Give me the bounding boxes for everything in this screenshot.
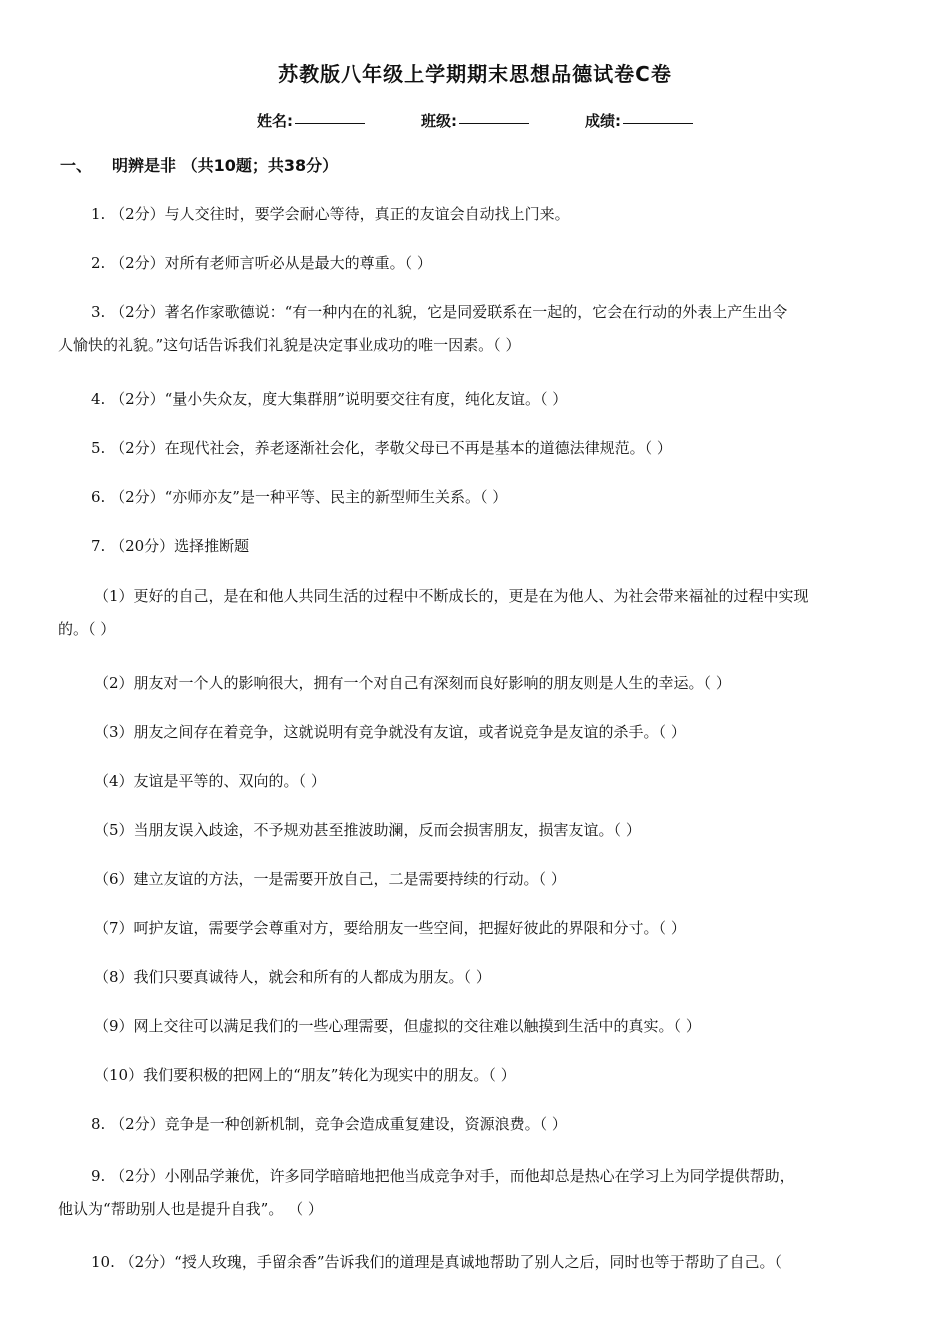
question-text: 7. （20分）选择推断题 — [91, 537, 250, 555]
subquestion-text: （6）建立友谊的方法，一是需要开放自己，二是需要持续的行动。（ ） — [94, 870, 566, 888]
subquestion-8 — [58, 961, 894, 994]
subquestion-3 — [58, 716, 894, 749]
question-text: 6. （2分）“亦师亦友”是一种平等、民主的新型师生关系。（ ） — [91, 488, 508, 506]
subquestion-text: （9）网上交往可以满足我们的一些心理需要，但虚拟的交往难以触摸到生活中的真实。（ ） — [94, 1017, 701, 1035]
name-field[interactable] — [257, 110, 365, 131]
section-number: 一、 — [60, 156, 93, 175]
question-text-continued: 他认为“帮助别人也是提升自我”。 （ ） — [58, 1200, 323, 1218]
question-5 — [58, 432, 894, 465]
subquestion-6 — [58, 863, 894, 896]
section-title: 明辨是非 （共10题；共38分） — [112, 156, 339, 175]
question-text: 8. （2分）竞争是一种创新机制，竞争会造成重复建设，资源浪费。（ ） — [91, 1115, 567, 1133]
question-1 — [58, 198, 894, 231]
page-title: 苏教版八年级上学期期末思想品德试卷C卷 — [278, 62, 672, 86]
subquestion-1 — [58, 580, 894, 646]
question-text: 3. （2分）著名作家歌德说：“有一种内在的礼貌，它是同爱联系在一起的，它会在行动的外表上产生出令 — [91, 303, 788, 321]
question-3 — [58, 296, 894, 362]
class-blank[interactable] — [459, 123, 529, 124]
score-label: 成绩: — [585, 112, 621, 130]
score-field[interactable] — [585, 110, 693, 131]
question-9 — [58, 1160, 894, 1226]
class-field[interactable] — [421, 110, 529, 131]
student-info-row — [0, 110, 950, 131]
question-2 — [58, 247, 894, 280]
question-10 — [58, 1246, 894, 1279]
subquestion-5 — [58, 814, 894, 847]
subquestion-9 — [58, 1010, 894, 1043]
name-label: 姓名: — [257, 112, 293, 130]
question-text: 4. （2分）“量小失众友，度大集群朋”说明要交往有度，纯化友谊。（ ） — [91, 390, 568, 408]
question-text: 9. （2分）小刚品学兼优，许多同学暗暗地把他当成竞争对手，而他却总是热心在学习上为同学提供帮助， — [91, 1167, 795, 1185]
question-text-continued: 人愉快的礼貌。”这句话告诉我们礼貌是决定事业成功的唯一因素。（ ） — [58, 336, 521, 354]
subquestion-text: （5）当朋友误入歧途，不予规劝甚至推波助澜，反而会损害朋友，损害友谊。（ ） — [94, 821, 641, 839]
section-heading — [60, 153, 338, 176]
subquestion-4 — [58, 765, 894, 798]
subquestion-text: （3）朋友之间存在着竞争，这就说明有竞争就没有友谊，或者说竞争是友谊的杀手。（ ） — [94, 723, 686, 741]
subquestion-text: （4）友谊是平等的、双向的。（ ） — [94, 772, 326, 790]
subquestion-7 — [58, 912, 894, 945]
subquestion-10 — [58, 1059, 894, 1092]
subquestion-2 — [58, 667, 894, 700]
name-blank[interactable] — [295, 123, 365, 124]
question-6 — [58, 481, 894, 514]
score-blank[interactable] — [623, 123, 693, 124]
question-text: 2. （2分）对所有老师言听必从是最大的尊重。（ ） — [91, 254, 432, 272]
subquestion-text: （10）我们要积极的把网上的“朋友”转化为现实中的朋友。（ ） — [94, 1066, 516, 1084]
subquestion-text: （2）朋友对一个人的影响很大，拥有一个对自己有深刻而良好影响的朋友则是人生的幸运。（ ） — [94, 674, 731, 692]
question-text: 10. （2分）“授人玫瑰，手留余香”告诉我们的道理是真诚地帮助了别人之后，同时也等于帮助了自己。（ — [91, 1253, 783, 1271]
question-text: 5. （2分）在现代社会，养老逐渐社会化，孝敬父母已不再是基本的道德法律规范。（ ） — [91, 439, 672, 457]
class-label: 班级: — [421, 112, 457, 130]
subquestion-text: （7）呵护友谊，需要学会尊重对方，要给朋友一些空间，把握好彼此的界限和分寸。（ ） — [94, 919, 686, 937]
question-7 — [58, 530, 894, 563]
question-4 — [58, 383, 894, 416]
question-8 — [58, 1108, 894, 1141]
subquestion-text: （1）更好的自己，是在和他人共同生活的过程中不断成长的，更是在为他人、为社会带来福祉的过程中实现 — [94, 587, 809, 605]
question-text: 1. （2分）与人交往时，要学会耐心等待，真正的友谊会自动找上门来。 — [91, 205, 570, 223]
subquestion-text: （8）我们只要真诚待人，就会和所有的人都成为朋友。（ ） — [94, 968, 491, 986]
subquestion-text-continued: 的。（ ） — [58, 620, 116, 638]
